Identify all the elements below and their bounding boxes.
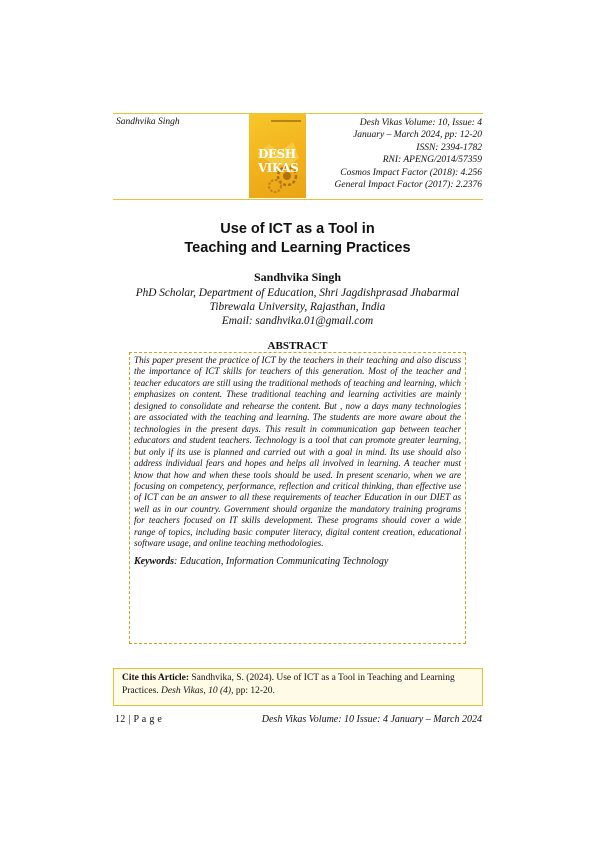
abstract-heading: ABSTRACT (267, 340, 328, 352)
abstract-box (129, 352, 466, 644)
citation-box (113, 668, 483, 706)
title-line-2: Teaching and Learning Practices (184, 240, 411, 256)
journal-volume: Desh Vikas Volume: 10, Issue: 4 (359, 118, 482, 128)
journal-rni: RNI: APENG/2014/57359 (382, 155, 482, 166)
keywords-label: Keywords (134, 555, 174, 567)
keywords (134, 556, 461, 567)
author-affiliation (0, 286, 595, 329)
cover-logo-text: DESH VIKAS (258, 147, 299, 175)
citation-label: Cite this Article: (122, 673, 190, 683)
article-author: Sandhvika Singh (253, 270, 342, 284)
journal-dates: January – March 2024, pp: 12-20 (353, 130, 482, 141)
general-impact-factor: General Impact Factor (2017): 2.2376 (334, 180, 482, 191)
citation-journal: Desh Vikas, 10 (4) (161, 686, 232, 696)
journal-info (335, 117, 482, 191)
citation-pages: , pp: 12-20. (231, 686, 275, 696)
header-author: Sandhvika Singh (116, 117, 180, 127)
journal-issn: ISSN: 2394-1782 (416, 142, 482, 153)
cosmos-impact-factor: Cosmos Impact Factor (2018): 4.256 (340, 167, 482, 178)
footer-journal: Desh Vikas Volume: 10 Issue: 4 January – March 2024 (261, 714, 482, 725)
header-bottom-rule (113, 199, 483, 200)
abstract-text: This paper present the practice of ICT by the teachers in their teaching and also discuss the importance of ICT skills for teachers of this generation. Most of the teacher and teacher educators are still using the traditional methods of teaching and learning, which emphasizes on content. These traditional teaching and learning activities are mainly designed to consolidate and rehearse the content. But , now a days many technologies are associated with the teaching and learning. The students are more aware about the technologies in the present days. This result in communication gap between teacher educators and student teachers. Technology is a tool that can promote greater learning, but only if its use is planned and carried out with a goal in mind. Its use should also address individual fears and hopes and helps all involved in learning. A teacher must know that how and when these tools should be used. In present scenario, when we are focusing on competency, performance, reflection and critical thinking, than effective use of ICT can be an answer to all these requirements of teacher Education in our DIET as well as in our country. Government should organize the mandatory training programs for teachers focused on IT skills development. These programs should cover a wide range of topics, including basic computer literacy, digital content creation, educational software usage, and online teaching methodologies. (134, 355, 461, 549)
journal-cover-image (249, 114, 306, 198)
author-email: Email: sandhvika.01@gmail.com (221, 315, 374, 328)
title-line-1: Use of ICT as a Tool in (220, 221, 375, 237)
affiliation-line-1: PhD Scholar, Department of Education, Shri Jagdishprasad Jhabarmal (135, 287, 460, 299)
affiliation-line-2: Tibrewala University, Rajasthan, India (209, 301, 386, 314)
citation-text: Sandhvika, S. (2024). Use of ICT as a Tool in Teaching and Learning Practices. (122, 673, 455, 696)
keywords-values: : Education, Information Communicating Technology (174, 555, 389, 567)
page-number: 12 | P a g e (115, 714, 163, 725)
article-title (0, 220, 595, 258)
